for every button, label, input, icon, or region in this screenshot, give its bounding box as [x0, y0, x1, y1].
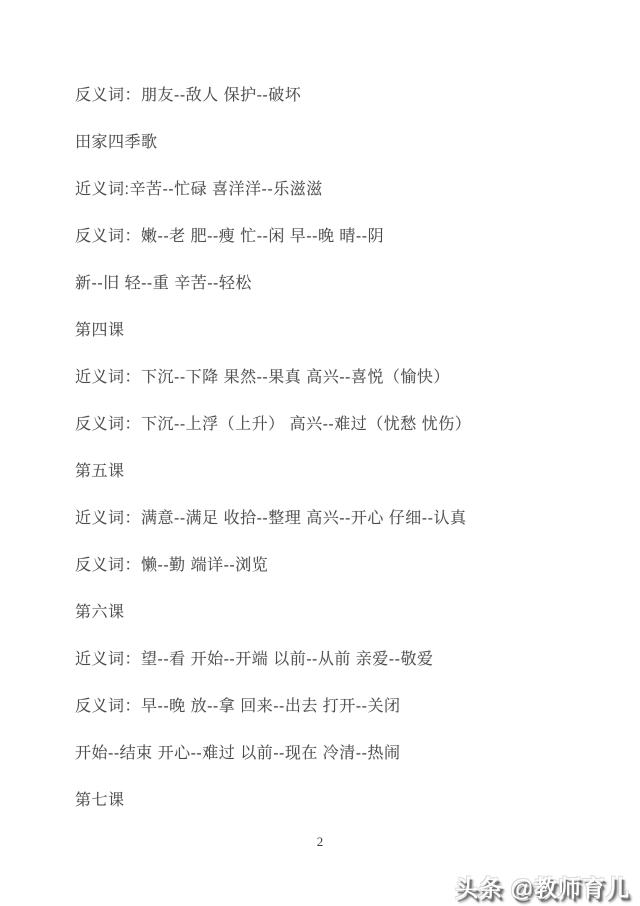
document-body: [75, 72, 620, 824]
text-line-antonyms-zao: 反义词：早--晚 放--拿 回来--出去 打开--关闭: [75, 698, 401, 715]
text-line-lesson-6-heading: 第六课: [75, 604, 125, 621]
text-line-antonyms-nen: 反义词：嫩--老 肥--瘦 忙--闲 早--晚 晴--阴: [75, 228, 385, 245]
toutiao-watermark: 头条 @教师育儿: [455, 875, 630, 901]
text-line-lesson-title-tianjia: 田家四季歌: [75, 134, 158, 151]
text-line-lesson-4-heading: 第四课: [75, 322, 125, 339]
text-line-lesson-7-heading: 第七课: [75, 792, 125, 809]
text-line-antonyms-kaishi: 开始--结束 开心--难过 以前--现在 冷清--热闹: [75, 745, 401, 762]
text-line-antonyms-friend: 反义词：朋友--敌人 保护--破坏: [75, 87, 302, 104]
text-line-synonyms-wang: 近义词：望--看 开始--开端 以前--从前 亲爱--敬爱: [75, 651, 434, 668]
text-line-lesson-5-heading: 第五课: [75, 463, 125, 480]
text-line-synonyms-xinku: 近义词:辛苦--忙碌 喜洋洋--乐滋滋: [75, 181, 323, 198]
page-number: 2: [316, 834, 324, 849]
text-line-antonyms-lan: 反义词：懒--勤 端详--浏览: [75, 557, 269, 574]
text-line-synonyms-xiachen: 近义词：下沉--下降 果然--果真 高兴--喜悦（愉快）: [75, 369, 450, 386]
text-line-synonyms-manyi: 近义词：满意--满足 收拾--整理 高兴--开心 仔细--认真: [75, 510, 467, 527]
text-line-antonyms-xiachen: 反义词：下沉--上浮（上升） 高兴--难过（忧愁 忧伤）: [75, 416, 472, 433]
text-line-antonyms-xin: 新--旧 轻--重 辛苦--轻松: [75, 275, 252, 292]
